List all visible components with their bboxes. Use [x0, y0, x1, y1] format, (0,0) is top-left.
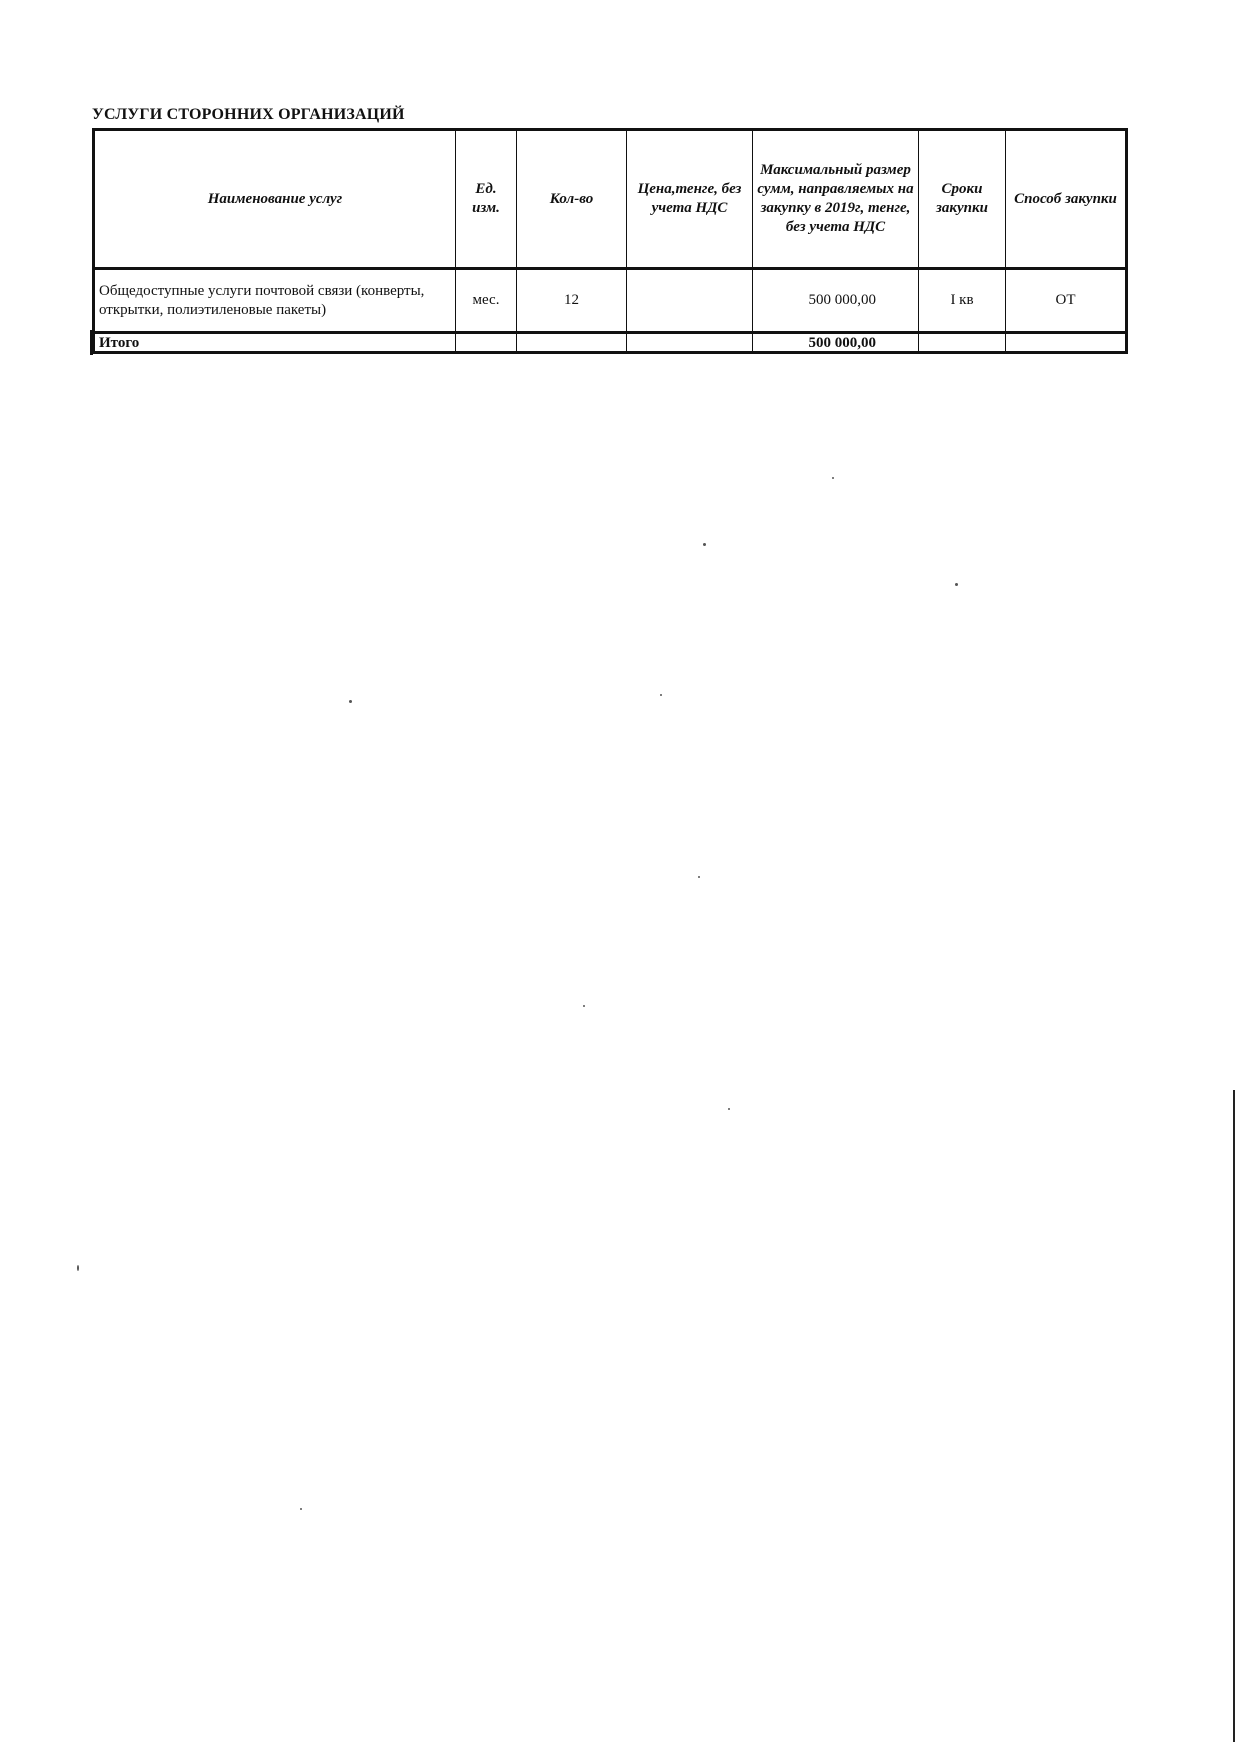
scan-speck: [77, 1265, 79, 1271]
header-name: Наименование услуг: [94, 130, 456, 269]
services-table: [92, 128, 1128, 354]
scan-speck: [955, 583, 958, 586]
cell-method: ОТ: [1006, 269, 1127, 333]
scan-edge-mark: [90, 330, 93, 355]
header-max-sum: Максимальный размер сумм, направляемых на закупку в 2019г, тенге, без учета НДС: [753, 130, 919, 269]
table-row: [94, 269, 1127, 333]
header-price: Цена,тенге, без учета НДС: [627, 130, 753, 269]
header-method: Способ закупки: [1006, 130, 1127, 269]
cell-terms: I кв: [919, 269, 1006, 333]
total-max-sum: 500 000,00: [753, 333, 919, 353]
scan-edge-line: [1233, 1090, 1235, 1742]
total-empty-unit: [456, 333, 517, 353]
header-row: [94, 130, 1127, 269]
scan-speck: [660, 694, 662, 696]
cell-unit: мес.: [456, 269, 517, 333]
total-empty-terms: [919, 333, 1006, 353]
cell-qty: 12: [517, 269, 627, 333]
total-empty-price: [627, 333, 753, 353]
scan-speck: [349, 700, 352, 703]
cell-name: Общедоступные услуги почтовой связи (конверты, открытки, полиэтиленовые пакеты): [94, 269, 456, 333]
header-terms: Сроки закупки: [919, 130, 1006, 269]
scan-speck: [728, 1108, 730, 1110]
total-label: Итого: [94, 333, 456, 353]
total-empty-method: [1006, 333, 1127, 353]
scan-speck: [583, 1005, 585, 1007]
total-empty-qty: [517, 333, 627, 353]
cell-price: [627, 269, 753, 333]
total-row: [94, 333, 1127, 353]
header-unit: Ед. изм.: [456, 130, 517, 269]
scan-speck: [300, 1508, 302, 1510]
scan-speck: [832, 477, 834, 479]
section-title: УСЛУГИ СТОРОННИХ ОРГАНИЗАЦИЙ: [92, 106, 405, 123]
scan-speck: [703, 543, 706, 546]
cell-max-sum: 500 000,00: [753, 269, 919, 333]
scan-speck: [698, 876, 700, 878]
header-qty: Кол-во: [517, 130, 627, 269]
